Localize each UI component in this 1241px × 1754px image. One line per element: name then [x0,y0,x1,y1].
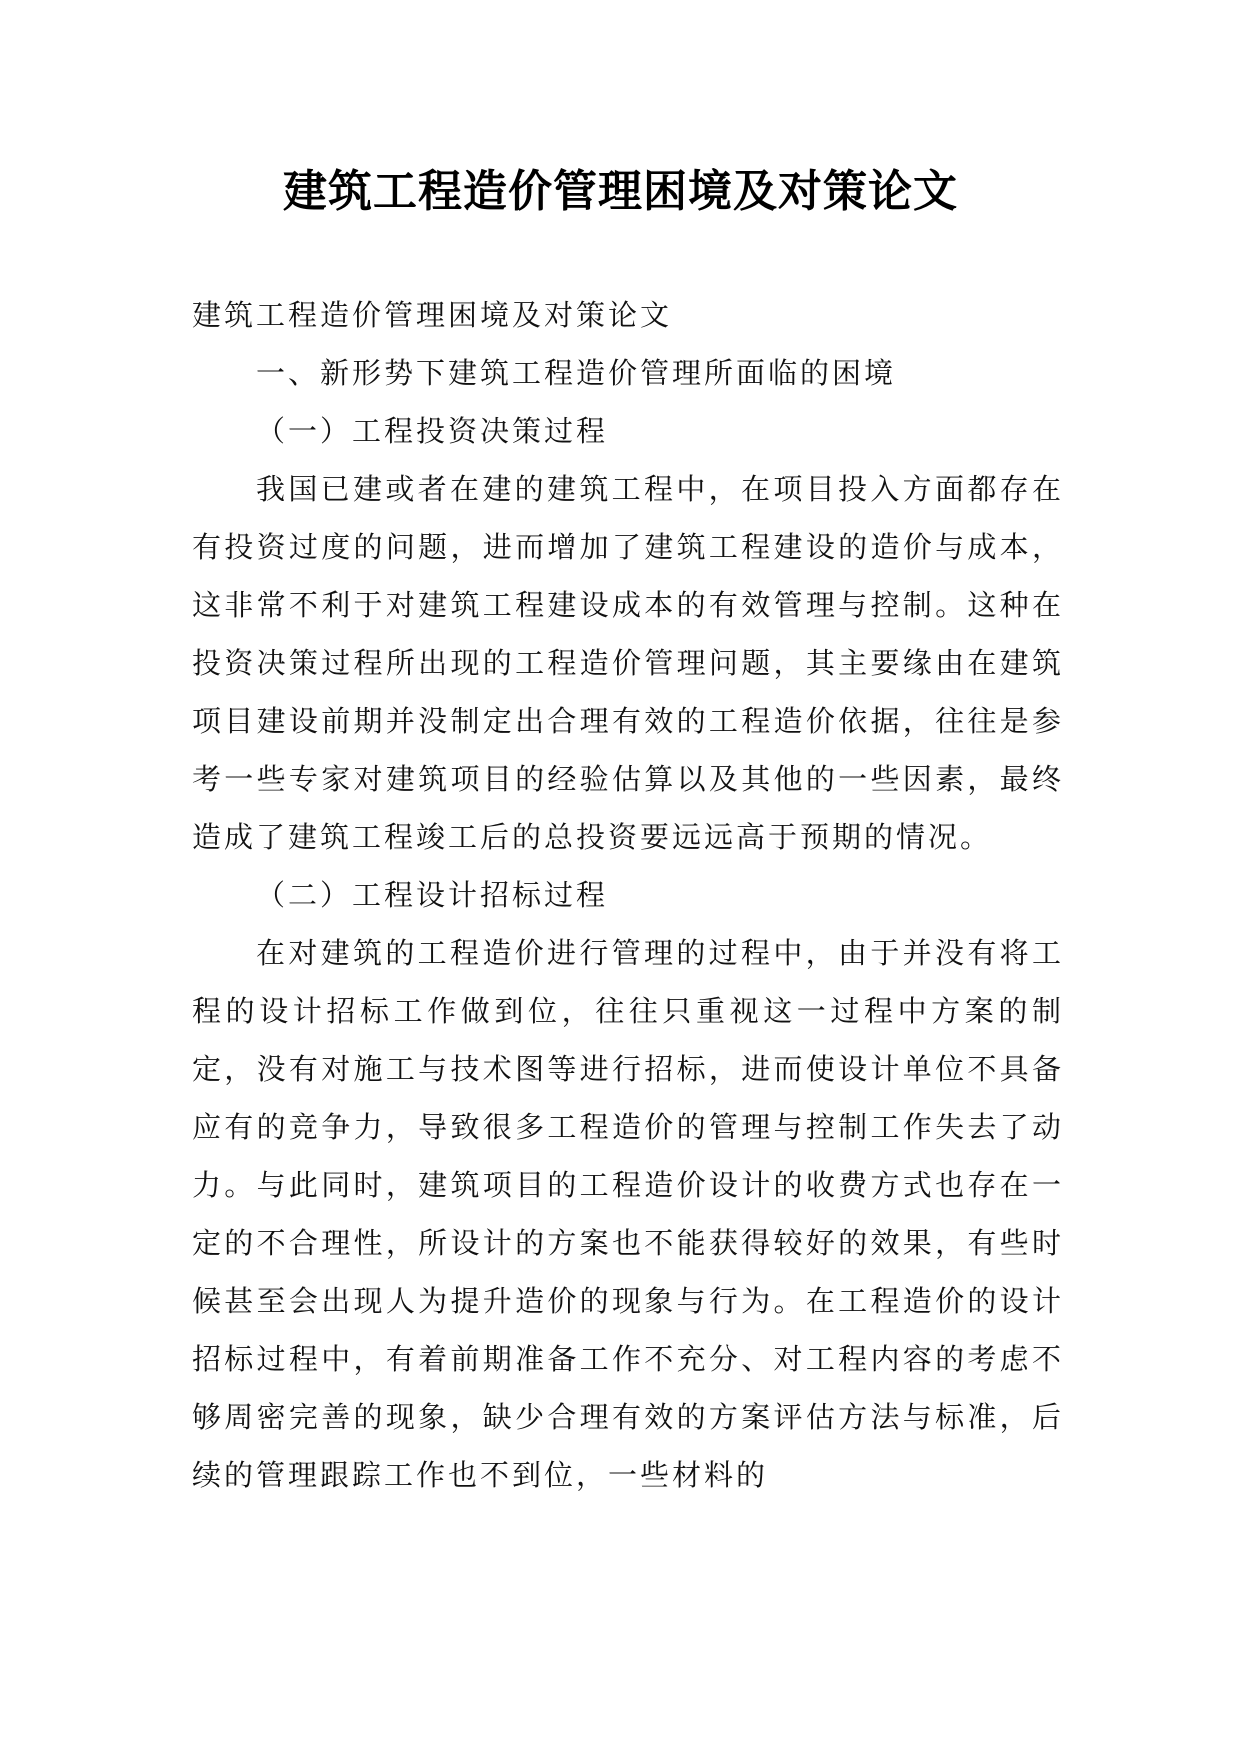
document-body [192,286,1064,1504]
section-heading-1: 一、新形势下建筑工程造价管理所面临的困境 [256,356,897,390]
paragraph-design-bidding: 在对建筑的工程造价进行管理的过程中，由于并没有将工程的设计招标工作做到位，往往只重视这一过程中方案的制定，没有对施工与技术图等进行招标，进而使设计单位不具备应有的竞争力，导致很多工程造价的管理与控制工作失去了动力。与此同时，建筑项目的工程造价设计的收费方式也存在一定的不合理性，所设计的方案也不能获得较好的效果，有些时候甚至会出现人为提升造价的现象与行为。在工程造价的设计招标过程中，有着前期准备工作不充分、对工程内容的考虑不够周密完善的现象，缺少合理有效的方案评估方法与标准，后续的管理跟踪工作也不到位，一些材料的 [192,936,1064,1492]
subsection-heading-2: （二）工程设计招标过程 [256,878,609,912]
subsection-heading-1: （一）工程投资决策过程 [256,414,609,448]
paragraph-investment-decision: 我国已建或者在建的建筑工程中，在项目投入方面都存在有投资过度的问题，进而增加了建筑工程建设的造价与成本，这非常不利于对建筑工程建设成本的有效管理与控制。这种在投资决策过程所出现的工程造价管理问题，其主要缘由在建筑项目建设前期并没制定出合理有效的工程造价依据，往往是参考一些专家对建筑项目的经验估算以及其他的一些因素，最终造成了建筑工程竣工后的总投资要远远高于预期的情况。 [192,472,1064,854]
paragraph-repeat-title: 建筑工程造价管理困境及对策论文 [192,298,673,332]
document-title: 建筑工程造价管理困境及对策论文 [283,166,958,217]
